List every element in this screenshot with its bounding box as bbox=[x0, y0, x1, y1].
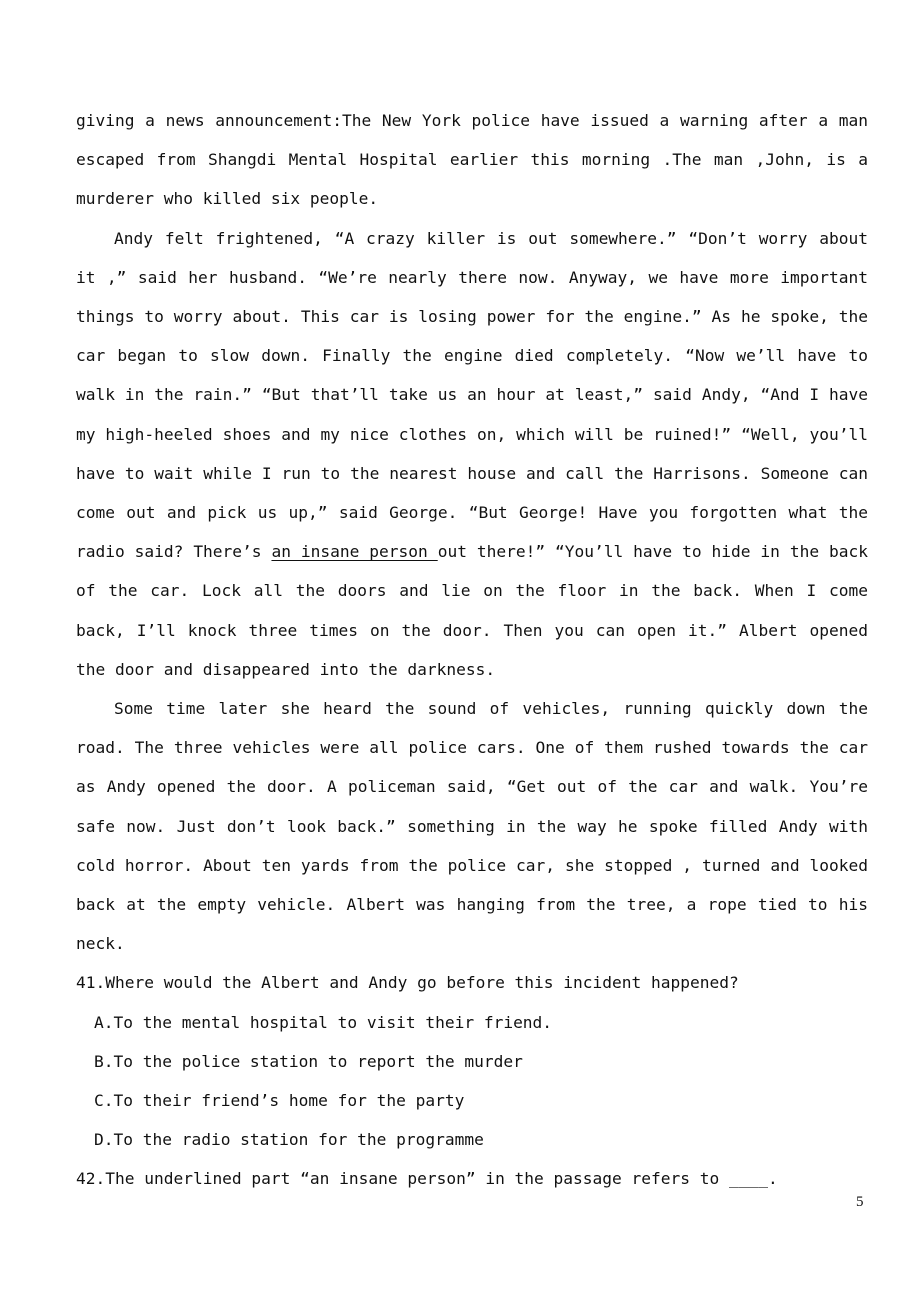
question-41-option-d: D.To the radio station for the programme bbox=[94, 1130, 484, 1150]
question-41 bbox=[76, 963, 868, 1159]
page-number: 5 bbox=[856, 1194, 864, 1210]
question-41-option-b: B.To the police station to report the murder bbox=[94, 1051, 523, 1071]
question-41-stem: 41.Where would the Albert and Andy go before this incident happened? bbox=[76, 973, 739, 993]
paragraph-2-text-after: out there!” “You’ll have to hide in the back of the car. Lock all the doors and lie on the floor in the back. When I come back, I’ll knock three times on the door. Then you can open it.” Albert opened the door and disappeared into the darkness. bbox=[76, 542, 868, 679]
passage-paragraph-3: Some time later she heard the sound of vehicles, running quickly down the road. The three vehicles were all police cars. One of them rushed towards the car as Andy opened the door. A policeman said, “Get out of the car and walk. You’re safe now. Just don’t look back.” something in the way he spoke filled Andy with cold horror. About ten yards from the police car, she stopped , turned and looked back at the empty vehicle. Albert was hanging from the tree, a rope tied to his neck. bbox=[76, 699, 868, 954]
underlined-phrase: an insane person bbox=[271, 542, 438, 562]
question-41-option-c: C.To their friend’s home for the party bbox=[94, 1091, 465, 1111]
passage-paragraph-1: giving a news announcement:The New York police have issued a warning after a man escaped from Shangdi Mental Hospital earlier this morning .The man ,John, is a murderer who killed six people. bbox=[76, 111, 868, 209]
question-42 bbox=[76, 1159, 868, 1198]
document-page bbox=[76, 101, 868, 1199]
passage-paragraph-2 bbox=[76, 219, 868, 689]
question-42-stem: 42.The underlined part “an insane person” in the passage refers to ____. bbox=[76, 1169, 778, 1189]
question-41-option-a: A.To the mental hospital to visit their friend. bbox=[94, 1012, 553, 1032]
paragraph-2-text-before: Andy felt frightened, “A crazy killer is out somewhere.” “Don’t worry about it ,” said her husband. “We’re nearly there now. Anyway, we have more important things to worry about. This car is losing power for the engine.” As he spoke, the car began to slow down. Finally the engine died completely. “Now we’ll have to walk in the rain.” “But that’ll take us an hour at least,” said Andy, “And I have my high-heeled shoes and my nice clothes on, which will be ruined!” “Well, you’ll have to wait while I run to the nearest house and call the Harrisons. Someone can come out and pick us up,” said George. “But George! Have you forgotten what the radio said? There’s bbox=[76, 228, 868, 562]
